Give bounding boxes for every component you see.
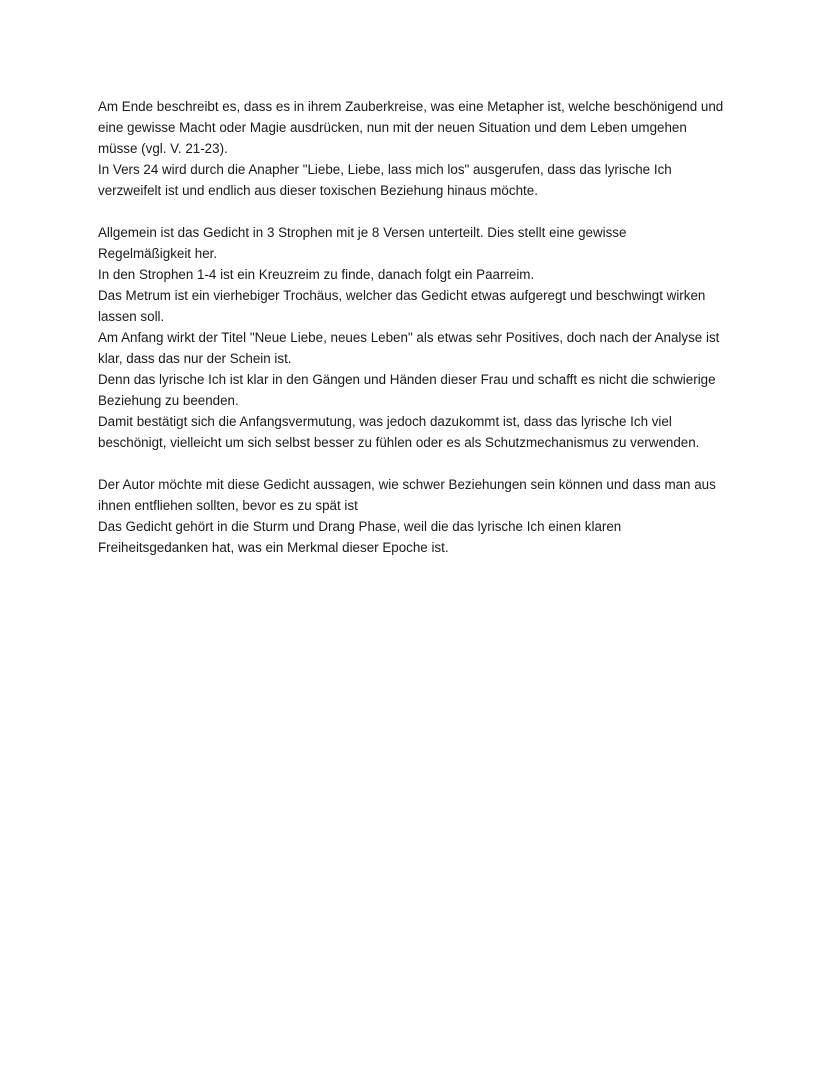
text-line: In Vers 24 wird durch die Anapher "Liebe, Liebe, lass mich los" ausgerufen, dass das lyrische Ich — [98, 162, 672, 177]
text-line: Denn das lyrische Ich ist klar in den Gängen und Händen dieser Frau und schafft es nicht die schwierige — [98, 372, 716, 387]
paragraph-form-analysis — [98, 222, 738, 453]
text-line: klar, dass das nur der Schein ist. — [98, 351, 292, 366]
text-line: verzweifelt ist und endlich aus dieser toxischen Beziehung hinaus möchte. — [98, 183, 538, 198]
text-line: Das Metrum ist ein vierhebiger Trochäus, welcher das Gedicht etwas aufgeregt und beschwingt wirken — [98, 288, 706, 303]
text-line: Am Anfang wirkt der Titel "Neue Liebe, neues Leben" als etwas sehr Positives, doch nach der Analyse ist — [98, 330, 720, 345]
text-line: Das Gedicht gehört in die Sturm und Drang Phase, weil die das lyrische Ich einen klaren — [98, 519, 622, 534]
text-line: Freiheitsgedanken hat, was ein Merkmal dieser Epoche ist. — [98, 540, 449, 555]
text-line: Regelmäßigkeit her. — [98, 246, 218, 261]
document-body — [98, 96, 738, 558]
text-line: Allgemein ist das Gedicht in 3 Strophen mit je 8 Versen unterteilt. Dies stellt eine gewisse — [98, 225, 627, 240]
text-line: eine gewisse Macht oder Magie ausdrücken, nun mit der neuen Situation und dem Leben umgehen — [98, 120, 687, 135]
paragraph-spacer — [98, 201, 738, 222]
text-line: lassen soll. — [98, 309, 165, 324]
text-line: Damit bestätigt sich die Anfangsvermutung, was jedoch dazukommt ist, dass das lyrische Ich viel — [98, 414, 672, 429]
text-line: müsse (vgl. V. 21-23). — [98, 141, 228, 156]
text-line: ihnen entfliehen sollten, bevor es zu spät ist — [98, 498, 358, 513]
text-line: Beziehung zu beenden. — [98, 393, 239, 408]
paragraph-analysis-end — [98, 96, 738, 201]
text-line: Der Autor möchte mit diese Gedicht aussagen, wie schwer Beziehungen sein können und dass man aus — [98, 477, 716, 492]
text-line: beschönigt, vielleicht um sich selbst besser zu fühlen oder es als Schutzmechanismus zu verwenden. — [98, 435, 700, 450]
paragraph-conclusion — [98, 474, 738, 558]
text-line: In den Strophen 1-4 ist ein Kreuzreim zu finde, danach folgt ein Paarreim. — [98, 267, 535, 282]
paragraph-spacer — [98, 453, 738, 474]
text-line: Am Ende beschreibt es, dass es in ihrem Zauberkreise, was eine Metapher ist, welche beschönigend und — [98, 99, 724, 114]
